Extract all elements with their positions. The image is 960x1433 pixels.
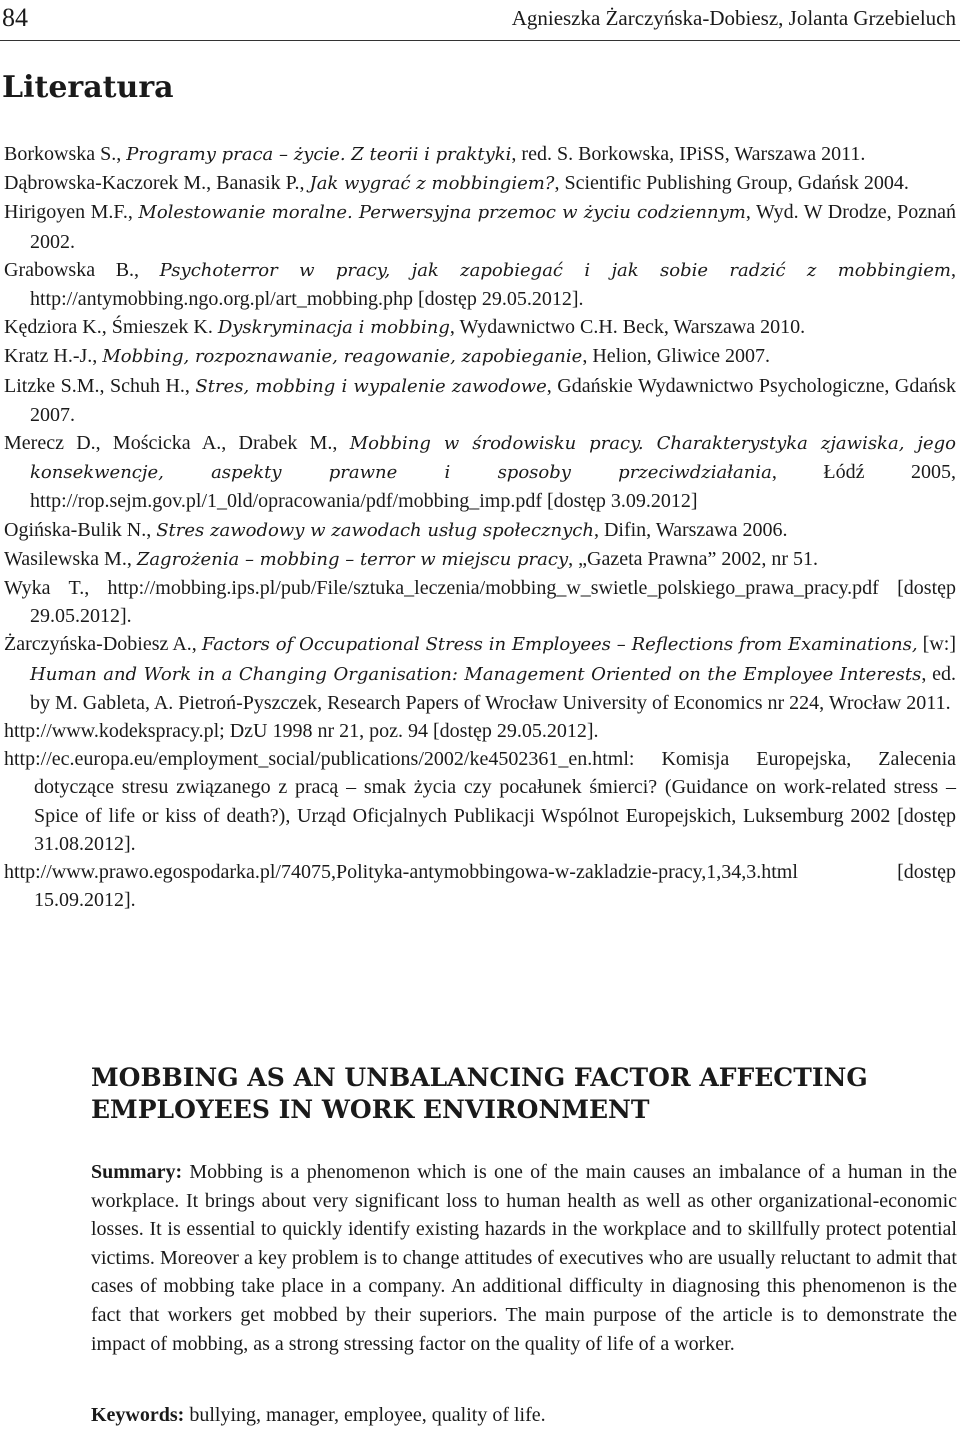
ref-author: Grabowska B.,	[4, 258, 160, 281]
reference-item	[4, 545, 956, 574]
ref-details: , Wyd. W Drodze, Poznań 2002.	[30, 201, 956, 253]
ref-title: Dyskryminacja i mobbing	[217, 317, 450, 339]
ref-title: Mobbing, rozpoznawanie, reagowanie, zapobieganie	[102, 346, 583, 368]
ref-author: Hirigoyen M.F.,	[4, 201, 139, 224]
ref-author: Dąbrowska-Kaczorek M., Banasik P.,	[4, 172, 310, 195]
english-title	[91, 1062, 911, 1126]
reference-item	[4, 745, 956, 858]
ref-details: , Wydawnictwo C.H. Beck, Warszawa 2010.	[449, 316, 806, 339]
ref-author: Borkowska S.,	[4, 143, 127, 165]
ref-author: Kędziora K., Śmieszek K.	[4, 316, 218, 339]
summary-paragraph	[91, 1158, 957, 1358]
ref-author: Kratz H.-J.,	[4, 345, 103, 368]
reference-item	[4, 169, 956, 198]
reference-item	[4, 630, 956, 717]
ref-text: http://www.prawo.egospodarka.pl/74075,Polityka-antymobbingowa-w-zakladzie-pracy,1,34,3.html [dostęp 15.09.2012].	[4, 861, 956, 912]
reference-item	[4, 858, 956, 914]
keywords-text: bullying, manager, employee, quality of life.	[184, 1404, 546, 1426]
ref-text: Wyka T., http://mobbing.ips.pl/pub/File/sztuka_leczenia/mobbing_w_swietle_polskiego_prawa_pracy.pdf [dostęp 29.05.2012].	[4, 577, 956, 628]
summary-text: Mobbing is a phenomenon which is one of the main causes an imbalance of a human in the workplace. It brings about very significant loss to human health as well as other organizational-economic losses. It is essential to quickly identify existing hazards in the workplace and to skillfully protect potential victims. Moreover a key problem is to change attitudes of executives who are usually reluctant to admit that cases of mobbing take place in a company. An additional difficulty in diagnosing this phenomenon is the fact that workers get mobbed by their superiors. The main purpose of the article is to demonstrate the impact of mobbing, as a strong stressing factor on the quality of life of a worker.	[91, 1161, 957, 1355]
ref-title: Molestowanie moralne. Perwersyjna przemoc w życiu codziennym	[138, 202, 746, 224]
page-number: 84	[2, 3, 28, 32]
keywords-label: Keywords:	[91, 1404, 185, 1426]
ref-details: , Helion, Gliwice 2007.	[582, 345, 771, 368]
reference-item	[4, 342, 956, 371]
ref-author: Merecz D., Mościcka A., Drabek M.,	[4, 432, 350, 455]
ref-title: Jak wygrać z mobbingiem?	[309, 173, 555, 195]
ref-connector: [w:]	[917, 633, 956, 656]
ref-author: Żarczyńska-Dobiesz A.,	[4, 633, 202, 656]
ref-title: Stres, mobbing i wypalenie zawodowe	[195, 375, 547, 397]
ref-details: , Difin, Warszawa 2006.	[593, 518, 788, 541]
ref-text: http://www.kodekspracy.pl; DzU 1998 nr 21, poz. 94 [dostęp 29.05.2012].	[4, 720, 599, 743]
ref-author: Ogińska-Bulik N.,	[4, 518, 157, 541]
section-title: Literatura	[2, 70, 174, 105]
ref-book-title: Human and Work in a Changing Organisation: Management Oriented on the Employee Interests	[30, 663, 922, 685]
ref-details: , Łódź 2005, http://rop.sejm.gov.pl/1_0ld/opracowania/pdf/mobbing_imp.pdf [dostęp 3.09.2012]	[30, 461, 957, 513]
ref-title: Zagrożenia – mobbing – terror w miejscu pracy	[136, 548, 569, 570]
ref-details: , ed. by M. Gableta, A. Pietroń-Pyszczek, Research Papers of Wrocław University of Economics nr 224, Wrocław 2011.	[30, 662, 956, 714]
ref-author: Litzke S.M., Schuh H.,	[4, 374, 196, 397]
reference-item	[4, 516, 956, 545]
ref-details: , http://antymobbing.ngo.org.pl/art_mobbing.php [dostęp 29.05.2012].	[30, 258, 956, 311]
english-title-line: EMPLOYEES IN WORK ENVIRONMENT	[91, 1095, 650, 1124]
ref-details: , red. S. Borkowska, IPiSS, Warszawa 2011.	[511, 143, 866, 165]
ref-details: , „Gazeta Prawna” 2002, nr 51.	[568, 547, 819, 570]
reference-item	[4, 140, 956, 169]
ref-title: Programy praca – życie. Z teorii i praktyki	[126, 144, 512, 165]
ref-title: Psychoterror w pracy, jak zapobiegać i jak sobie radzić z mobbingiem	[159, 259, 951, 281]
ref-details: , Gdańskie Wydawnictwo Psychologiczne, Gdańsk 2007.	[30, 374, 956, 426]
ref-title: Stres zawodowy w zawodach usług społecznych	[156, 519, 594, 541]
ref-title: Factors of Occupational Stress in Employees – Reflections from Examinations,	[201, 634, 918, 656]
running-head: Agnieszka Żarczyńska-Dobiesz, Jolanta Grzebieluch	[511, 6, 956, 30]
reference-list	[4, 140, 956, 914]
page-header	[0, 0, 960, 41]
reference-item	[4, 198, 956, 255]
ref-author: Wasilewska M.,	[4, 547, 137, 570]
reference-item	[4, 429, 956, 516]
ref-title: Mobbing w środowisku pracy. Charakterystyka zjawiska, jego konsekwencje, aspekty prawne i sposoby przeciwdziałania	[30, 433, 956, 484]
reference-item	[4, 313, 956, 342]
keywords-line	[91, 1404, 957, 1427]
ref-details: , Scientific Publishing Group, Gdańsk 2004.	[554, 172, 909, 195]
ref-text: http://ec.europa.eu/employment_social/publications/2002/ke4502361_en.html: Komisja Europejska, Zalecenia dotyczące stresu związanego z pracą – smak życia czy pocałunek śmierci? (Guidance on work-related stress – Spice of life or kiss of death?), Urząd Oficjalnych Publikacji Wspólnot Europejskich, Luksemburg 2002 [dostęp 31.08.2012].	[4, 748, 956, 855]
reference-item	[4, 574, 956, 630]
reference-item	[4, 372, 956, 429]
summary-label: Summary:	[91, 1161, 183, 1183]
reference-item	[4, 717, 956, 745]
reference-item	[4, 256, 956, 313]
english-title-line: MOBBING AS AN UNBALANCING FACTOR AFFECTING	[91, 1063, 868, 1092]
